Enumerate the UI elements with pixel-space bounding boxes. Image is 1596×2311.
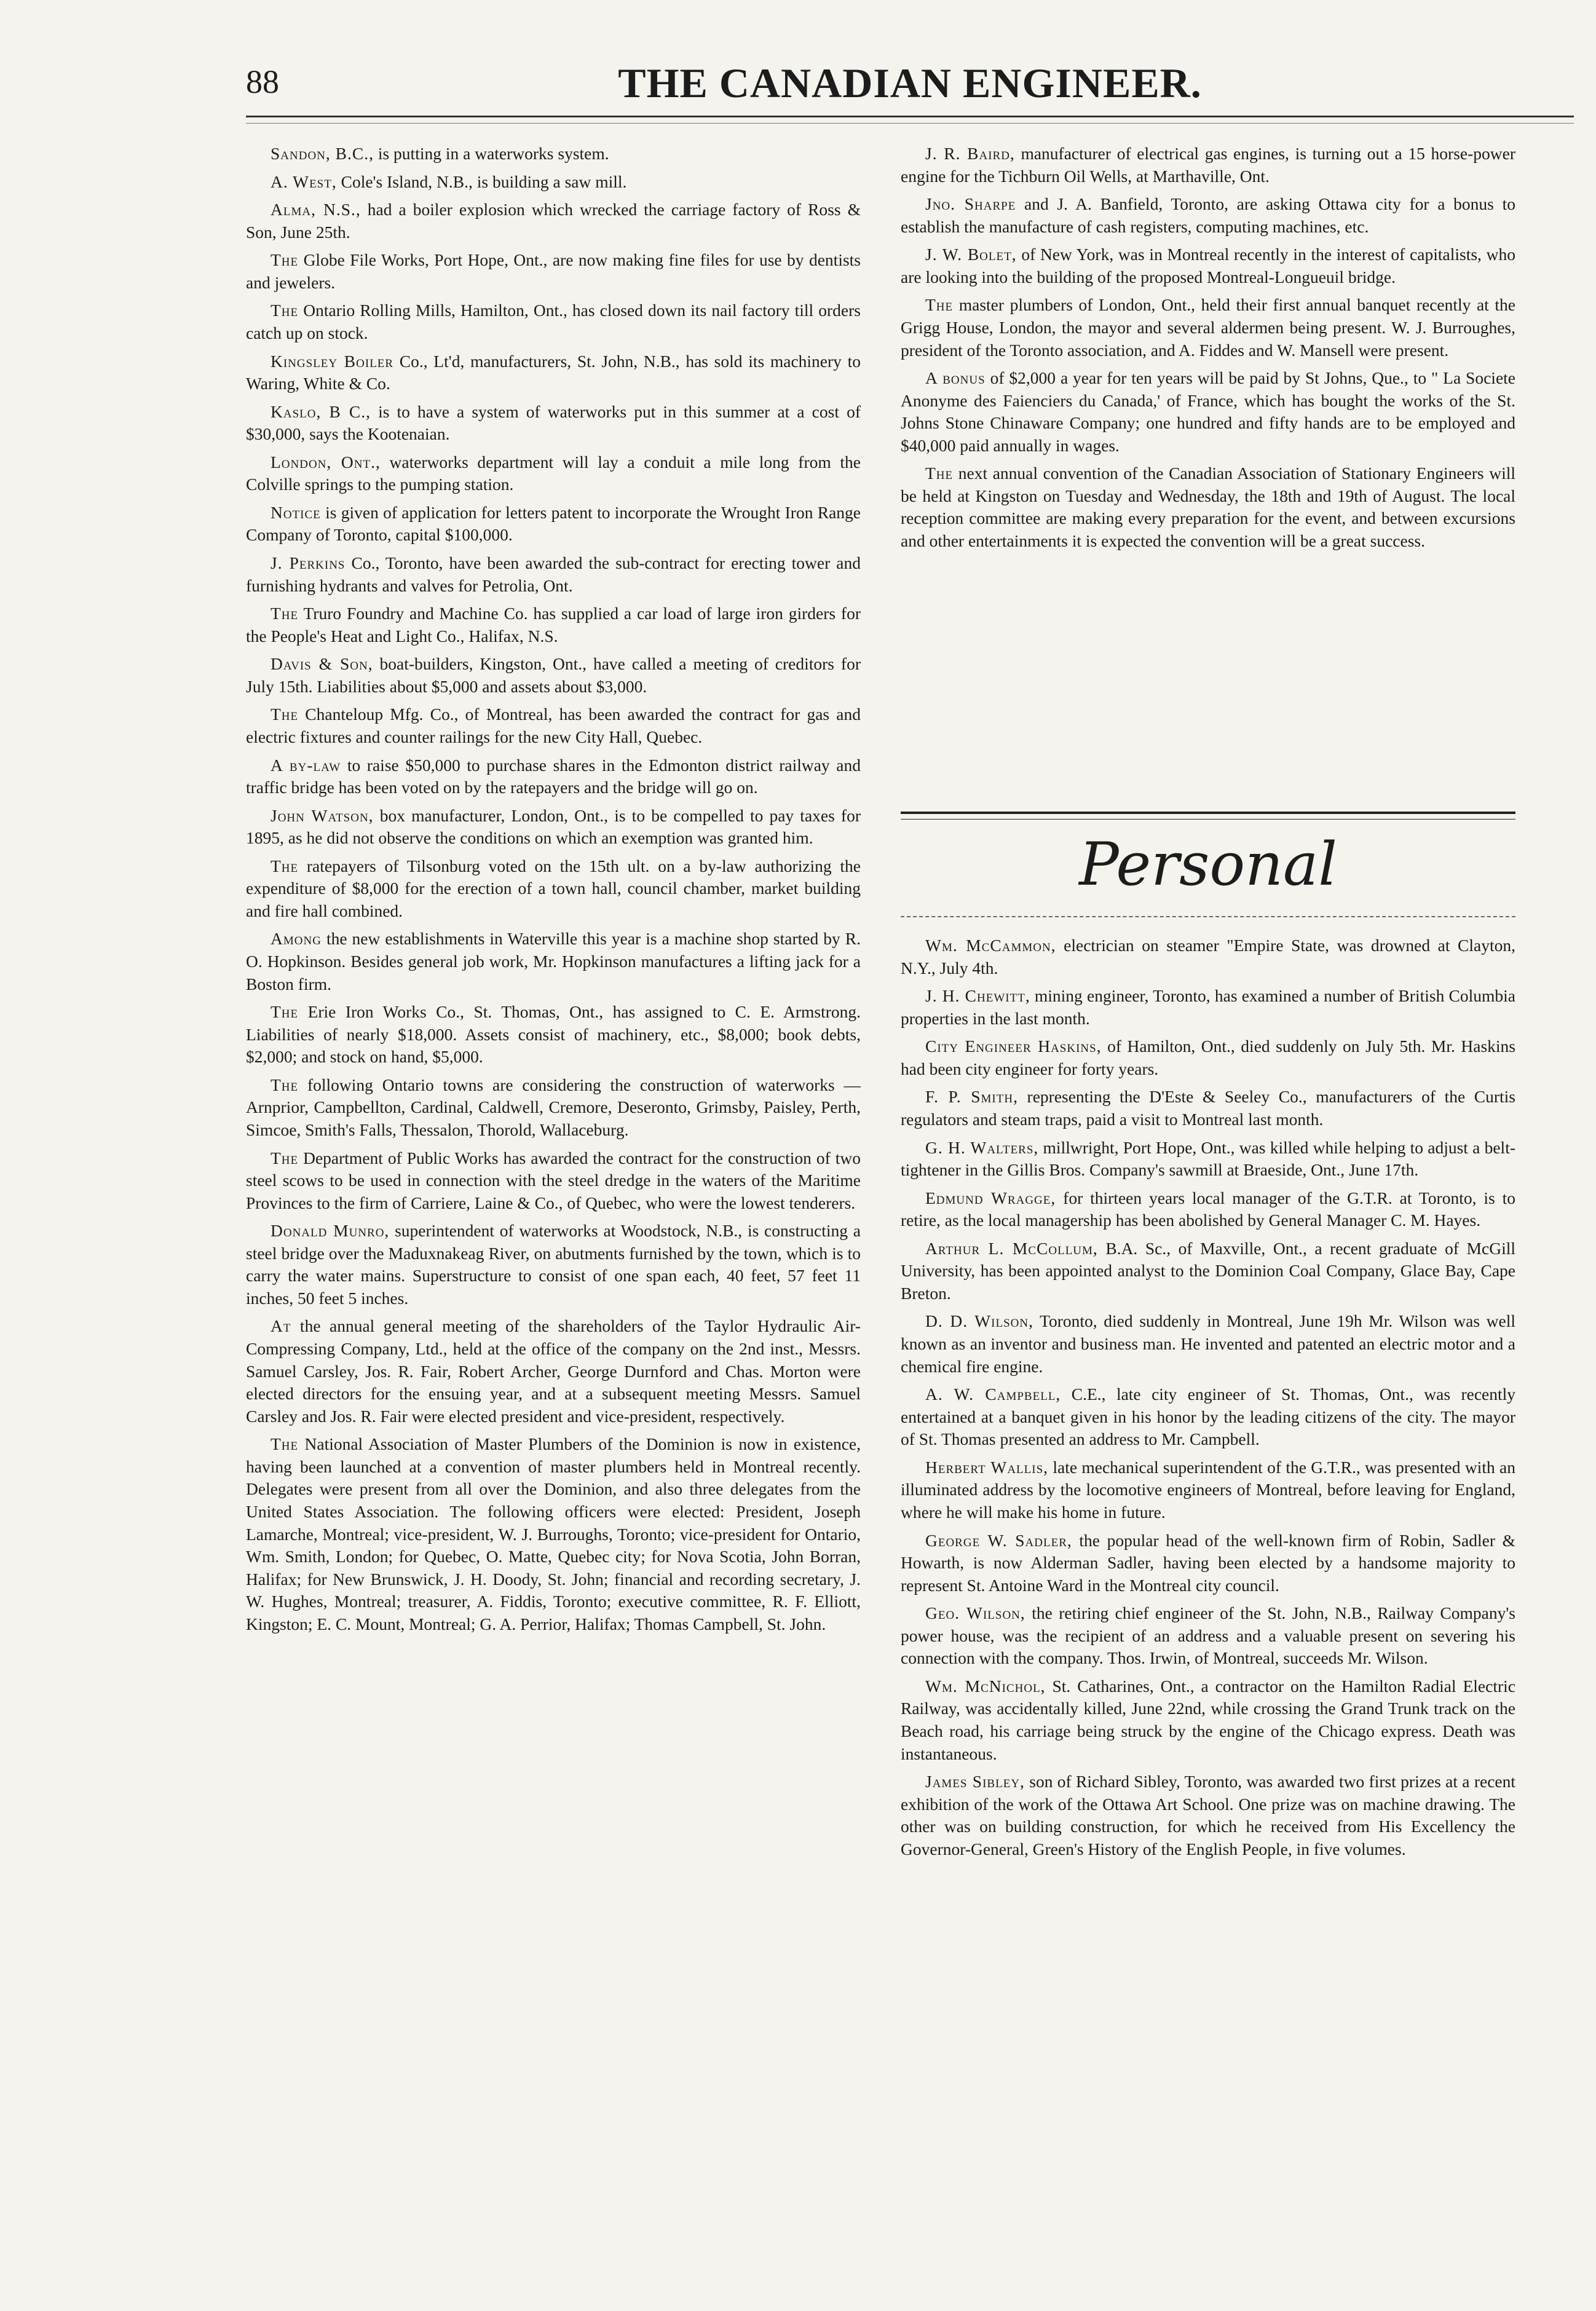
news-item-lead: The <box>271 1434 299 1454</box>
news-item <box>246 754 861 799</box>
news-item <box>901 1310 1515 1378</box>
masthead-title: THE CANADIAN ENGINEER. <box>618 60 1202 106</box>
news-item-lead: A bonus <box>925 368 986 388</box>
personal-section-title: Personal <box>1079 830 1337 899</box>
news-item <box>246 171 861 194</box>
news-item-text: mining engineer, Toronto, has examined a number of British Columbia properties in the last month. <box>901 986 1515 1028</box>
news-item <box>246 1001 861 1069</box>
news-item-lead: The <box>271 250 299 270</box>
news-item <box>246 653 861 698</box>
news-item-lead: The <box>271 301 299 320</box>
news-item-lead: Edmund Wragge, <box>925 1188 1056 1207</box>
news-item-lead: Wm. McCammon, <box>925 936 1056 955</box>
news-item-lead: City Engineer Haskins, <box>925 1037 1102 1056</box>
news-item-text: for thirteen years local manager of the G.T.R. at Toronto, is to retire, as the local managership has been abolished by General Manager C. M. Hayes. <box>901 1188 1516 1230</box>
news-item-text: and J. A. Banfield, Toronto, are asking Ottawa city for a bonus to establish the manufacture of cash registers, computing machines, etc. <box>901 194 1515 236</box>
news-item <box>901 1675 1515 1765</box>
news-item <box>246 1147 861 1215</box>
news-item-text: of New York, was in Montreal recently in the interest of capitalists, who are looking into the building of the proposed Montreal-Longueuil bridge. <box>901 245 1515 286</box>
news-item <box>901 1771 1515 1860</box>
news-item-lead: The <box>271 705 299 724</box>
news-item <box>246 401 861 446</box>
news-item <box>246 1433 861 1635</box>
news-item <box>246 552 861 597</box>
news-item-lead: Sandon, B.C., <box>271 144 374 163</box>
news-item-lead: A by-law <box>271 755 341 775</box>
news-item-lead: Kingsley Boiler <box>271 351 394 371</box>
news-item-text: Globe File Works, Port Hope, Ont., are now making fine files for use by dentists and jewelers. <box>246 250 861 292</box>
news-item <box>901 1137 1515 1182</box>
news-item-text: next annual convention of the Canadian Association of Stationary Engineers will be held at Kingston on Tuesday and Wednesday, the 18th and 19th of August. The local reception committee are making every preparation for the event, and between excursions and other entertainments it is expected the convention will be a great success. <box>901 464 1515 550</box>
news-item-lead: J. R. Baird, <box>925 144 1015 163</box>
right-column-personal <box>901 934 1515 2219</box>
news-item-lead: The <box>925 464 954 483</box>
section-divider <box>901 812 1515 814</box>
news-item-lead: D. D. Wilson, <box>925 1311 1033 1331</box>
news-item-text: is putting in a waterworks system. <box>373 144 609 163</box>
news-item-lead: J. W. Bolet, <box>925 245 1017 264</box>
news-item <box>901 193 1515 238</box>
news-item-text: to raise $50,000 to purchase shares in the Edmonton district railway and traffic bridge has been voted on by the ratepayers and the bridge will go on. <box>246 755 861 797</box>
news-item <box>246 451 861 496</box>
news-item <box>246 703 861 748</box>
news-item <box>246 1315 861 1428</box>
news-item-text: late mechanical superintendent of the G.T.R., was presented with an illuminated address by the locomotive engineers of Montreal, before leaving for England, where he will make his home in future. <box>901 1457 1515 1522</box>
news-item-lead: London, Ont., <box>271 452 381 472</box>
news-item-text: B.A. Sc., of Maxville, Ont., a recent graduate of McGill University, has been appointed analyst to the Dominion Coal Company, Glace Bay, Cape Breton. <box>901 1238 1515 1303</box>
news-item-lead: J. H. Chewitt, <box>925 986 1030 1006</box>
news-item <box>901 367 1515 457</box>
news-item-text: of $2,000 a year for ten years will be paid by St Johns, Que., to " La Societe Anonyme des Faienciers du Canada,' of France, which has bought the works of the St. Johns Stone Chinaware Company; one hundred and fifty hands are to be employed and $40,000 paid annually in wages. <box>901 368 1516 455</box>
right-column-news <box>901 143 1515 804</box>
news-item <box>901 1086 1515 1131</box>
news-item-text: boat-builders, Kingston, Ont., have called a meeting of creditors for July 15th. Liabilities about $5,000 and assets about $3,000. <box>246 654 861 696</box>
news-item <box>246 928 861 995</box>
news-item-text: box manufacturer, London, Ont., is to be compelled to pay taxes for 1895, as he did not observe the conditions on which an exemption was granted him. <box>246 805 861 848</box>
news-item <box>901 243 1515 288</box>
news-item-text: master plumbers of London, Ont., held their first annual banquet recently at the Grigg House, London, the mayor and several aldermen being present. W. J. Burroughes, president of the Toronto association, and A. Fiddes and W. Mansell were present. <box>901 295 1515 360</box>
news-item-text: Chanteloup Mfg. Co., of Montreal, has been awarded the contract for gas and electric fixtures and counter railings for the new City Hall, Quebec. <box>246 705 861 746</box>
news-item-text: National Association of Master Plumbers of the Dominion is now in existence, having been launched at a convention of master plumbers held in Montreal recently. Delegates were present from all over the Dominion, and also three delegates from the United States Association. The following officers were elected: President, Joseph Lamarche, Montreal; vice-president, W. J. Burroughs, Toronto; vice-president for Ontario, Wm. Smith, London; for Quebec, O. Matte, Quebec city; for Nova Scotia, John Borran, Halifax; for New Brunswick, J. H. Doody, St. John; financial and recording secretary, J. W. Hughes, Montreal; treasurer, A. Fiddis, Toronto; executive committee, R. F. Elliott, Kingston; E. C. Mount, Montreal; G. A. Perrior, Halifax; Thomas Campbell, St. John. <box>246 1434 861 1634</box>
news-item-lead: George W. Sadler, <box>925 1530 1072 1550</box>
news-item-lead: The <box>271 1075 299 1094</box>
page-header <box>246 59 1574 120</box>
news-item <box>901 462 1515 552</box>
news-item-text: had a boiler explosion which wrecked the carriage factory of Ross & Son, June 25th. <box>246 200 861 242</box>
news-item-text: ratepayers of Tilsonburg voted on the 15th ult. on a by-law authorizing the expenditure of $8,000 for the erection of a town hall, council chamber, market building and fire hall combined. <box>246 856 861 920</box>
news-item-lead: Geo. Wilson, <box>925 1603 1025 1623</box>
news-item <box>901 1530 1515 1597</box>
news-item <box>901 1602 1515 1670</box>
news-item-lead: The <box>925 295 954 315</box>
news-item-lead: A. West, <box>271 172 337 191</box>
news-item <box>901 294 1515 361</box>
news-item-text: the new establishments in Waterville this year is a machine shop started by R. O. Hopkinson. Besides general job work, Mr. Hopkinson manufactures a lifting jack for a Boston firm. <box>246 929 861 994</box>
news-item <box>246 805 861 850</box>
left-column <box>246 143 861 2214</box>
news-item-text: the annual general meeting of the shareholders of the Taylor Hydraulic Air-Compressing Company, Ltd., held at the office of the company on the 2nd inst., Messrs. Samuel Carsley, Jos. R. Fair, Robert Archer, George Durnford and Chas. Morton were elected directors for the ensuing year, and at a subsequent meeting Messrs. Samuel Carsley and Jos. R. Fair were elected president and vice-president, respectively. <box>246 1316 861 1426</box>
news-item <box>901 1456 1515 1524</box>
news-item-text: of Hamilton, Ont., died suddenly on July 5th. Mr. Haskins had been city engineer for forty years. <box>901 1037 1515 1078</box>
header-rule-thin <box>246 123 1574 124</box>
news-item-text: Co., Toronto, have been awarded the sub-contract for erecting tower and furnishing hydrants and valves for Petrolia, Ont. <box>246 553 861 595</box>
page-number: 88 <box>246 63 279 100</box>
news-item-text: Department of Public Works has awarded the contract for the construction of two steel scows to be used in connection with the steel dredge in the waters of the Maritime Provinces to the firm of Carriere, Laine & Co., of Quebec, who were the lowest tenderers. <box>246 1148 861 1212</box>
news-item-lead: Arthur L. McCollum, <box>925 1238 1098 1258</box>
news-item <box>246 143 861 165</box>
news-item-text: St. Catharines, Ont., a contractor on the Hamilton Radial Electric Railway, was accidentally killed, June 22nd, while crossing the Grand Trunk track on the Beach road, his carriage being struck by the engine of the Chicago express. Death was instantaneous. <box>901 1676 1515 1763</box>
news-item <box>901 934 1515 979</box>
news-item-lead: Herbert Wallis, <box>925 1457 1049 1477</box>
news-item-lead: At <box>271 1316 291 1336</box>
news-item-text: representing the D'Este & Seeley Co., manufacturers of the Curtis regulators and steam traps, paid a visit to Montreal last month. <box>901 1087 1515 1129</box>
news-item-text: following Ontario towns are considering the construction of waterworks —Arnprior, Campbellton, Cardinal, Caldwell, Cremore, Deseronto, Grimsby, Paisley, Perth, Simcoe, Smith's Falls, Thessalon, Thorold, Wallaceburg. <box>246 1075 861 1139</box>
news-item-lead: Alma, N.S., <box>271 200 361 219</box>
news-item-lead: A. W. Campbell, <box>925 1385 1061 1404</box>
news-item-text: Toronto, died suddenly in Montreal, June 19h Mr. Wilson was well known as an inventor and business man. He invented and patented an electric motor and a chemical fire engine. <box>901 1311 1515 1376</box>
news-item-text: superintendent of waterworks at Woodstock, N.B., is constructing a steel bridge over the Maduxnakeag River, on abutments furnished by the town, which is to carry the water mains. Superstructure to consist of one span each, 40 feet, 57 feet 11 inches, 50 feet 5 inches. <box>246 1221 861 1308</box>
news-item-text: millwright, Port Hope, Ont., was killed while helping to adjust a belt-tightener in the Gillis Bros. Company's sawmill at Braeside, Ont., June 17th. <box>901 1137 1515 1180</box>
news-item <box>901 1187 1515 1232</box>
news-item-lead: The <box>271 604 299 623</box>
news-item-text: C.E., late city engineer of St. Thomas, Ont., was recently entertained at a banquet given in his honor by the leading citizens of the city. The mayor of St. Thomas presented an address to Mr. Campbell. <box>901 1385 1516 1449</box>
news-item-lead: The <box>271 1148 299 1167</box>
news-item-text: the retiring chief engineer of the St. John, N.B., Railway Company's power house, was the recipient of an address and a valuable present on severing his connection with the company. Thos. Irwin, of Montreal, succeeds Mr. Wilson. <box>901 1603 1515 1668</box>
news-item <box>246 350 861 395</box>
news-item-lead: J. Perkins <box>271 553 346 572</box>
news-item <box>246 855 861 923</box>
news-item <box>246 249 861 294</box>
news-item <box>901 143 1515 188</box>
news-item-text: electrician on steamer "Empire State, was drowned at Clayton, N.Y., July 4th. <box>901 936 1515 978</box>
news-item <box>901 1035 1515 1080</box>
news-item-lead: The <box>271 856 299 875</box>
news-item <box>246 299 861 344</box>
news-item-text: waterworks department will lay a conduit a mile long from the Colville springs to the pumping station. <box>246 452 861 494</box>
news-item-lead: F. P. Smith, <box>925 1087 1018 1107</box>
news-item-text: manufacturer of electrical gas engines, is turning out a 15 horse-power engine for the Tichburn Oil Wells, at Marthaville, Ont. <box>901 144 1515 186</box>
news-item <box>246 502 861 547</box>
news-item-lead: Wm. McNichol, <box>925 1676 1046 1696</box>
news-item-lead: Kaslo, B C., <box>271 401 371 421</box>
news-item-lead: James Sibley, <box>925 1772 1025 1792</box>
news-item-text: Co., Lt'd, manufacturers, St. John, N.B., has sold its machinery to Waring, White & Co. <box>246 351 861 393</box>
news-item <box>901 1238 1515 1305</box>
news-item-lead: Donald Munro, <box>271 1221 390 1241</box>
news-item-text: is to have a system of waterworks put in this summer at a cost of $30,000, says the Kootenaian. <box>246 401 861 444</box>
news-item-text: the popular head of the well-known firm of Robin, Sadler & Howarth, is now Alderman Sadler, having been elected by a handsome majority to represent St. Antoine Ward in the Montreal city council. <box>901 1530 1515 1595</box>
section-divider-thin <box>901 819 1515 820</box>
news-item-lead: The <box>271 1002 299 1022</box>
news-item-text: Cole's Island, N.B., is building a saw mill. <box>336 172 627 191</box>
news-item <box>246 1220 861 1310</box>
news-item <box>901 985 1515 1030</box>
news-item <box>901 1383 1515 1451</box>
news-item-text: Truro Foundry and Machine Co. has supplied a car load of large iron girders for the People's Heat and Light Co., Halifax, N.S. <box>246 604 861 646</box>
news-item-text: Ontario Rolling Mills, Hamilton, Ont., has closed down its nail factory till orders catch up on stock. <box>246 301 861 342</box>
news-item-lead: Davis & Son, <box>271 654 373 674</box>
section-dotted-rule <box>901 916 1515 917</box>
news-item-text: Erie Iron Works Co., St. Thomas, Ont., has assigned to C. E. Armstrong. Liabilities of nearly $18,000. Assets consist of machinery, etc., $8,000; book debts, $2,000; and stock on hand, $5,000. <box>246 1002 861 1067</box>
news-item-lead: John Watson, <box>271 805 374 825</box>
news-item-lead: Among <box>271 929 322 949</box>
news-item <box>246 199 861 243</box>
header-rule <box>246 116 1574 117</box>
news-item-text: son of Richard Sibley, Toronto, was awarded two first prizes at a recent exhibition of the work of the Ottawa Art School. One prize was on machine drawing. The other was on building construction, for which he received from His Excellency the Governor-General, Green's History of the English People, in five volumes. <box>901 1772 1516 1859</box>
news-item-text: is given of application for letters patent to incorporate the Wrought Iron Range Company of Toronto, capital $100,000. <box>246 502 861 545</box>
news-item-lead: Notice <box>271 502 321 522</box>
news-item-lead: G. H. Walters, <box>925 1137 1039 1157</box>
news-item <box>246 602 861 647</box>
news-item-lead: Jno. Sharpe <box>925 194 1016 214</box>
news-item <box>246 1074 861 1142</box>
